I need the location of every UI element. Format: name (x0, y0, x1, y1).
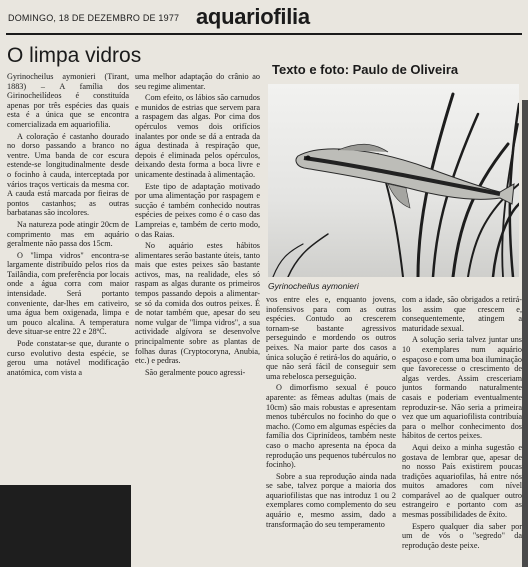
paragraph: com a idade, são obrigados a retirá-los assim que crescem e, consequentemente, atingem a maturidade sexual. (402, 295, 522, 333)
paragraph: Este tipo de adaptação motivado por uma alimentação por raspagem e sucção é também conhecido noutras espécies de peixes como é o caso das Lampreias e, também de certo modo, o das Raias. (135, 181, 260, 239)
article-column-4 (402, 295, 522, 567)
paragraph: Espero qualquer dia saber por um de vós o "segredo" da reprodução deste peixe. (402, 521, 522, 550)
paragraph: O "limpa vidros" encontra-se largamente distribuído pelos rios da Tailândia, com preferência por locais onde a água corra com maior intensidade. Será portanto conveniente, dar-lhes em cativeiro, uma água bem oxigenada, limpa e um pouco alcalina. A temperatura deve situar-se entre 22 e 28ºC. (7, 250, 129, 337)
article-byline: Texto e foto: Paulo de Oliveira (272, 62, 459, 77)
photo-caption: Gyrinocheilus aymonieri (268, 281, 359, 291)
paragraph: A coloração é castanho dourado no dorso passando a branco no ventre. Uma banda de cor escura estende-se longitudinalmente desde o focinho à cauda, interceptada por vários traços verticais da mesma cor. A cauda está marcada por fieiras de pontos castanhos; as outras barbatanas são incolores. (7, 131, 129, 218)
scan-shadow-bottom-left (0, 485, 131, 567)
paragraph: Gyrinocheilus aymonieri (Tirant, 1883) – A família dos Girinocheilídeos é constituída apenas por três espécies das quais esta é a única que se encontra comercializada em aquariofilia. (7, 72, 129, 129)
paragraph: vos entre eles e, enquanto jovens, inofensivos para com as outras espécies. Contudo ao crescerem tornam-se bastante agressivos perseguindo e mordendo os outros peixes. Na maior parte dos casos a única solução é retirá-los do aquário, o que não será fácil de conseguir sem uma rebelosca perseguição. (266, 295, 396, 381)
paragraph: No aquário estes hábitos alimentares serão bastante úteis, tanto mais que estes peixes são bastante activos, mas, na realidade, eles só raspam as algas durante os primeiros tempos passando depois a alimentar-se só da comida dos outros peixes. É de notar também que, apesar do seu nome vulgar de "limpa vidros", a sua actividade algívora se desenvolve principalmente sobre as plantas de folhas duras (Cryptocoryna, Anubia, etc.) e pedras. (135, 241, 260, 366)
scan-shadow-right-edge (522, 100, 528, 567)
header-divider (6, 33, 522, 35)
paragraph: uma melhor adaptação do crânio ao seu regime alimentar. (135, 72, 260, 91)
section-title: aquariofilia (196, 4, 310, 29)
paragraph: O dimorfismo sexual é pouco aparente: as fêmeas adultas (mais de 10cm) são mais robustas e apresentam menos tubérculos no focinho do que o macho. (Como em algumas espécies da família dos Ciprinídeos, também neste caso o macho apresenta na época da reprodução uns pequenos tubérculos no focinho). (266, 383, 396, 470)
paragraph: Com efeito, os lábios são carnudos e munidos de estrias que servem para a raspagem das algas. Por cima dos opérculos vemos dois orifícios inalantes por onde se dá a entrada da água destinada à respiração que, depois é eliminada pelos opérculos, deixando desta forma a boca livre e unicamente destinada à alimentação. (135, 93, 260, 179)
issue-date: DOMINGO, 18 DE DEZEMBRO DE 1977 (8, 13, 180, 23)
article-column-2 (135, 72, 260, 567)
paragraph: Na natureza pode atingir 20cm de comprimento mas em aquário geralmente não passa dos 15cm. (7, 219, 129, 249)
fish-photo-image (268, 84, 519, 277)
paragraph: Pode constatar-se que, durante o curso evolutivo desta espécie, se gerou uma notável modificação anatómica, com vista a (7, 339, 129, 377)
article-column-1 (7, 72, 129, 481)
article-column-3 (266, 295, 396, 567)
paragraph: A solução seria talvez juntar uns 10 exemplares num aquário espaçoso e com uma boa iluminação que favorecesse o crescimento de algas verdes. Assim cresceriam juntos formando naturalmente casais e poderiam eventualmente reproduzir-se. Não seria a primeira vez que um aquariofilista contribuía para o melhor conhecimento dos hábitos de certos peixes. (402, 335, 522, 441)
article-title: O limpa vidros (7, 44, 142, 67)
paragraph: Aqui deixo a minha sugestão e gostava de lembrar que, apesar de no nosso País existirem poucas tradições aquariofilas, há entre nós muitos amadores com nível comparável ao de qualquer outro estrangeiro e portanto com as mesmas possibilidades de êxito. (402, 442, 522, 520)
fish-photo (268, 84, 519, 277)
paragraph: Sobre a sua reprodução ainda nada se sabe, talvez porque a maioria dos aquariofilistas que nas introduz 1 ou 2 exemplares como complemento do seu aquário e, mesmo assim, dado a transformação do seu temperamento (266, 471, 396, 529)
paragraph: São geralmente pouco agressi- (145, 367, 246, 377)
